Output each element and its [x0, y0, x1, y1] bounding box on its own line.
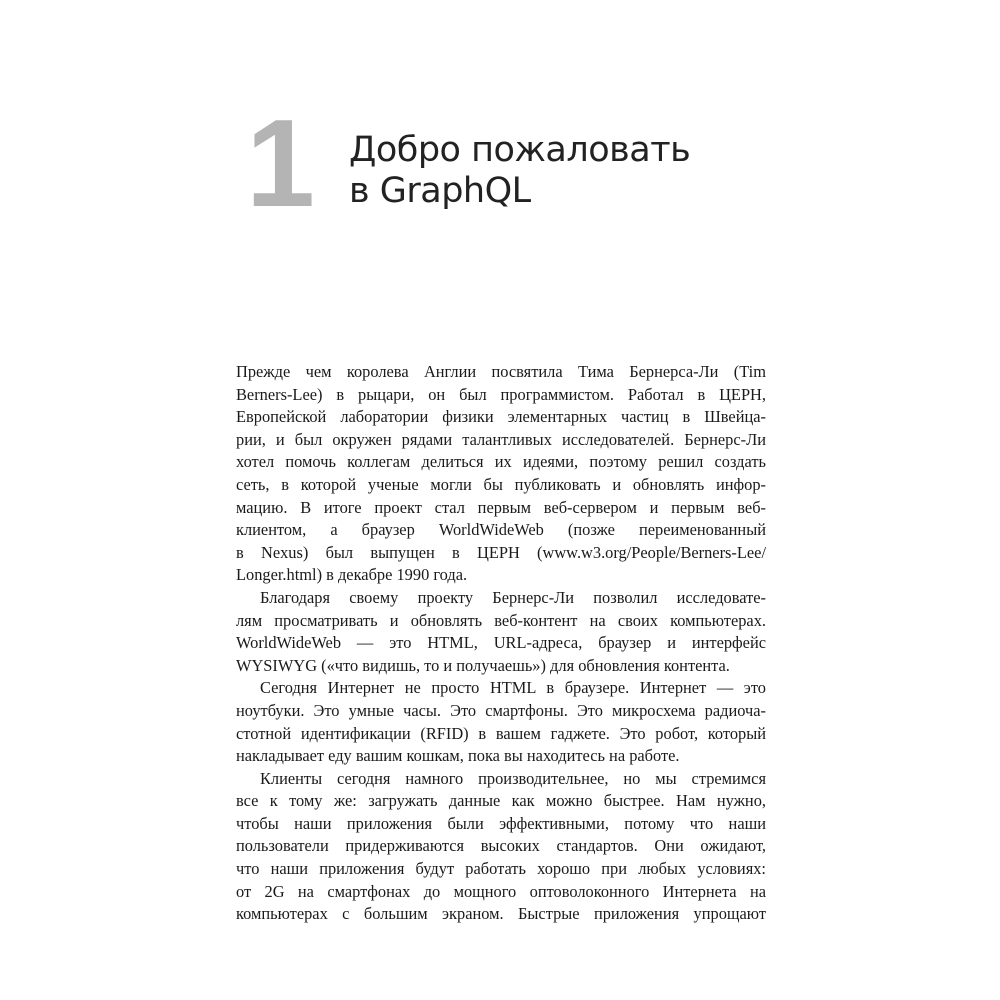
- text-line: ноутбуки. Это умные часы. Это смартфоны. Это микросхема радиоча-: [236, 700, 766, 720]
- text-line: Клиенты сегодня намного производительнее, но мы стремимся: [260, 768, 766, 788]
- chapter-title: [349, 130, 769, 212]
- text-line: накладывает еду вашим кошкам, пока вы находитесь на работе.: [236, 746, 680, 766]
- text-line: Сегодня Интернет не просто HTML в браузере. Интернет — это: [260, 678, 766, 698]
- paragraph: [236, 768, 766, 926]
- paragraph: [236, 587, 766, 677]
- text-line: в Nexus) был выпущен в ЦЕРН (www.w3.org/People/Berners-Lee/: [236, 542, 766, 562]
- text-line: Прежде чем королева Англии посвятила Тима Бернерса-Ли (Tim: [236, 362, 766, 381]
- text-line: пользователи придерживаются высоких стандартов. Они ожидают,: [236, 836, 766, 856]
- text-line: Благодаря своему проекту Бернерс-Ли позволил исследовате-: [260, 587, 766, 607]
- chapter-number: 1: [246, 95, 313, 233]
- text-line: WorldWideWeb — это HTML, URL-адреса, браузер и интерфейс: [236, 633, 766, 653]
- body-text: [236, 361, 766, 926]
- text-line: стотной идентификации (RFID) в вашем гаджете. Это робот, который: [236, 723, 766, 743]
- text-line: Европейской лаборатории физики элементарных частиц в Швейца-: [236, 407, 766, 427]
- text-line: лям просматривать и обновлять веб-контент на своих компьютерах.: [236, 610, 766, 630]
- text-line: сеть, в которой ученые могли бы публиковать и обновлять инфор-: [236, 474, 766, 494]
- text-line: что наши приложения будут работать хорошо при любых условиях:: [236, 859, 766, 879]
- text-line: WYSIWYG («что видишь, то и получаешь») для обновления контента.: [236, 655, 730, 675]
- chapter-title-line-1: Добро пожаловать: [349, 130, 691, 170]
- text-line: все к тому же: загружать данные как можно быстрее. Нам нужно,: [236, 791, 766, 811]
- text-line: чтобы наши приложения были эффективными, потому что наши: [236, 813, 766, 833]
- paragraph: [236, 677, 766, 767]
- text-line: клиентом, а браузер WorldWideWeb (позже переименованный: [236, 520, 766, 540]
- text-line: хотел помочь коллегам делиться их идеями, поэтому решил создать: [236, 452, 766, 472]
- chapter-title-line-2: в GraphQL: [349, 171, 531, 211]
- text-line: компьютерах с большим экраном. Быстрые приложения упрощают: [236, 904, 766, 924]
- text-line: Longer.html) в декабре 1990 года.: [236, 565, 468, 585]
- text-line: от 2G на смартфонах до мощного оптоволоконного Интернета на: [236, 881, 766, 901]
- paragraph: [236, 361, 766, 587]
- text-line: Berners-Lee) в рыцари, он был программистом. Работал в ЦЕРН,: [236, 384, 766, 404]
- text-line: рии, и был окружен рядами талантливых исследователей. Бернерс-Ли: [236, 429, 766, 449]
- text-line: мацию. В итоге проект стал первым веб-сервером и первым веб-: [236, 497, 766, 517]
